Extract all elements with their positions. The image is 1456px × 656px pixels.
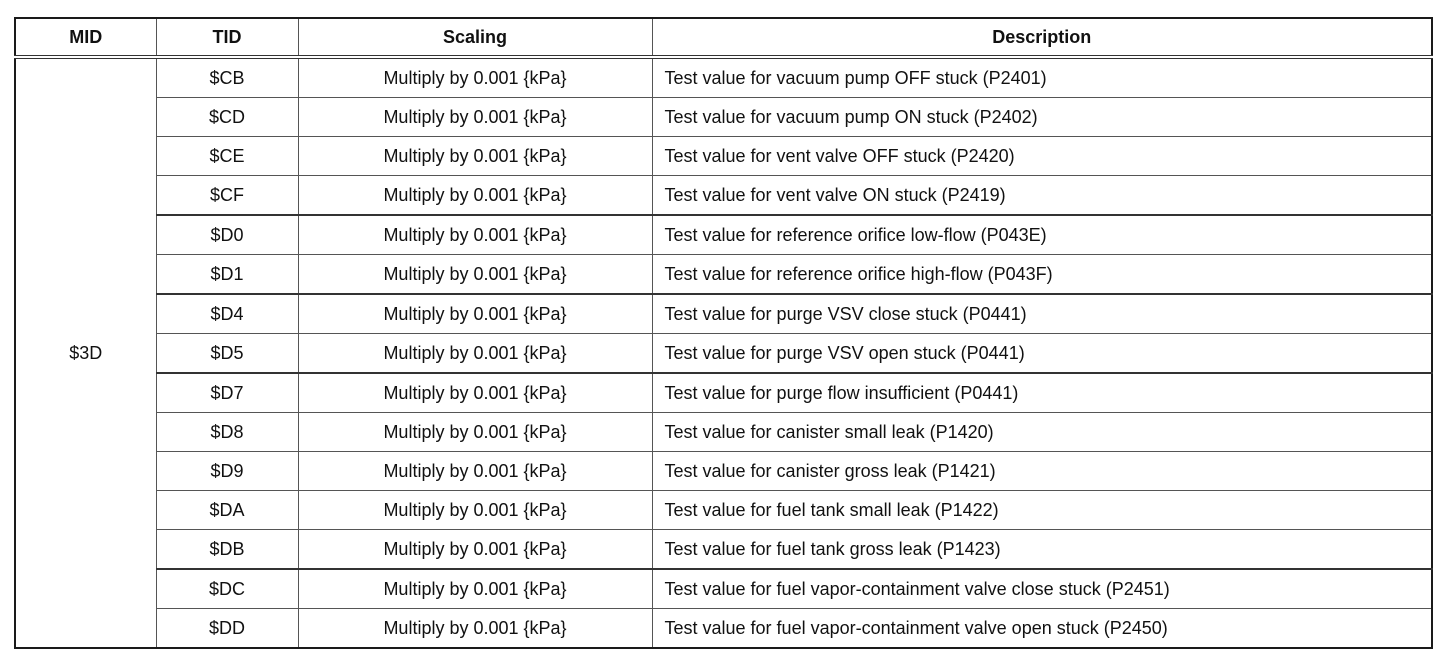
header-description: Description bbox=[652, 18, 1432, 57]
table-row bbox=[15, 137, 1432, 176]
table-row bbox=[15, 294, 1432, 334]
scaling-cell: Multiply by 0.001 {kPa} bbox=[298, 334, 652, 374]
scaling-cell: Multiply by 0.001 {kPa} bbox=[298, 452, 652, 491]
tid-cell: $D0 bbox=[156, 215, 298, 255]
description-cell: Test value for reference orifice low-flow (P043E) bbox=[652, 215, 1432, 255]
scaling-cell: Multiply by 0.001 {kPa} bbox=[298, 137, 652, 176]
header-scaling: Scaling bbox=[298, 18, 652, 57]
scaling-cell: Multiply by 0.001 {kPa} bbox=[298, 255, 652, 295]
scaling-cell: Multiply by 0.001 {kPa} bbox=[298, 57, 652, 98]
description-cell: Test value for vacuum pump OFF stuck (P2401) bbox=[652, 57, 1432, 98]
scaling-cell: Multiply by 0.001 {kPa} bbox=[298, 491, 652, 530]
table-body bbox=[15, 57, 1432, 648]
scaling-cell: Multiply by 0.001 {kPa} bbox=[298, 98, 652, 137]
monitor-test-table bbox=[14, 17, 1433, 649]
header-tid: TID bbox=[156, 18, 298, 57]
table-header bbox=[15, 18, 1432, 57]
tid-cell: $DD bbox=[156, 609, 298, 649]
table-row bbox=[15, 255, 1432, 295]
scaling-cell: Multiply by 0.001 {kPa} bbox=[298, 413, 652, 452]
tid-cell: $DB bbox=[156, 530, 298, 570]
scaling-cell: Multiply by 0.001 {kPa} bbox=[298, 215, 652, 255]
tid-cell: $DC bbox=[156, 569, 298, 609]
description-cell: Test value for reference orifice high-flow (P043F) bbox=[652, 255, 1432, 295]
table-row bbox=[15, 334, 1432, 374]
tid-cell: $CB bbox=[156, 57, 298, 98]
tid-cell: $CD bbox=[156, 98, 298, 137]
tid-cell: $CE bbox=[156, 137, 298, 176]
table-row bbox=[15, 413, 1432, 452]
tid-cell: $DA bbox=[156, 491, 298, 530]
tid-cell: $D4 bbox=[156, 294, 298, 334]
scaling-cell: Multiply by 0.001 {kPa} bbox=[298, 294, 652, 334]
table-row bbox=[15, 609, 1432, 649]
tid-cell: $D8 bbox=[156, 413, 298, 452]
description-cell: Test value for fuel vapor-containment valve close stuck (P2451) bbox=[652, 569, 1432, 609]
tid-cell: $D9 bbox=[156, 452, 298, 491]
scaling-cell: Multiply by 0.001 {kPa} bbox=[298, 569, 652, 609]
mid-cell: $3D bbox=[15, 57, 156, 648]
table-row bbox=[15, 57, 1432, 98]
description-cell: Test value for purge VSV close stuck (P0441) bbox=[652, 294, 1432, 334]
scaling-cell: Multiply by 0.001 {kPa} bbox=[298, 609, 652, 649]
description-cell: Test value for purge flow insufficient (P0441) bbox=[652, 373, 1432, 413]
table-row bbox=[15, 491, 1432, 530]
scaling-cell: Multiply by 0.001 {kPa} bbox=[298, 373, 652, 413]
table-row bbox=[15, 373, 1432, 413]
description-cell: Test value for fuel tank gross leak (P1423) bbox=[652, 530, 1432, 570]
description-cell: Test value for vent valve OFF stuck (P2420) bbox=[652, 137, 1432, 176]
table-row bbox=[15, 176, 1432, 216]
description-cell: Test value for fuel vapor-containment valve open stuck (P2450) bbox=[652, 609, 1432, 649]
tid-cell: $D1 bbox=[156, 255, 298, 295]
table-row bbox=[15, 569, 1432, 609]
table-row bbox=[15, 452, 1432, 491]
header-mid: MID bbox=[15, 18, 156, 57]
table-row bbox=[15, 215, 1432, 255]
scaling-cell: Multiply by 0.001 {kPa} bbox=[298, 176, 652, 216]
header-row bbox=[15, 18, 1432, 57]
description-cell: Test value for vacuum pump ON stuck (P2402) bbox=[652, 98, 1432, 137]
description-cell: Test value for purge VSV open stuck (P0441) bbox=[652, 334, 1432, 374]
scaling-cell: Multiply by 0.001 {kPa} bbox=[298, 530, 652, 570]
tid-cell: $D5 bbox=[156, 334, 298, 374]
description-cell: Test value for vent valve ON stuck (P2419) bbox=[652, 176, 1432, 216]
table-row bbox=[15, 530, 1432, 570]
description-cell: Test value for canister gross leak (P1421) bbox=[652, 452, 1432, 491]
description-cell: Test value for canister small leak (P1420) bbox=[652, 413, 1432, 452]
table-row bbox=[15, 98, 1432, 137]
tid-cell: $D7 bbox=[156, 373, 298, 413]
description-cell: Test value for fuel tank small leak (P1422) bbox=[652, 491, 1432, 530]
tid-cell: $CF bbox=[156, 176, 298, 216]
